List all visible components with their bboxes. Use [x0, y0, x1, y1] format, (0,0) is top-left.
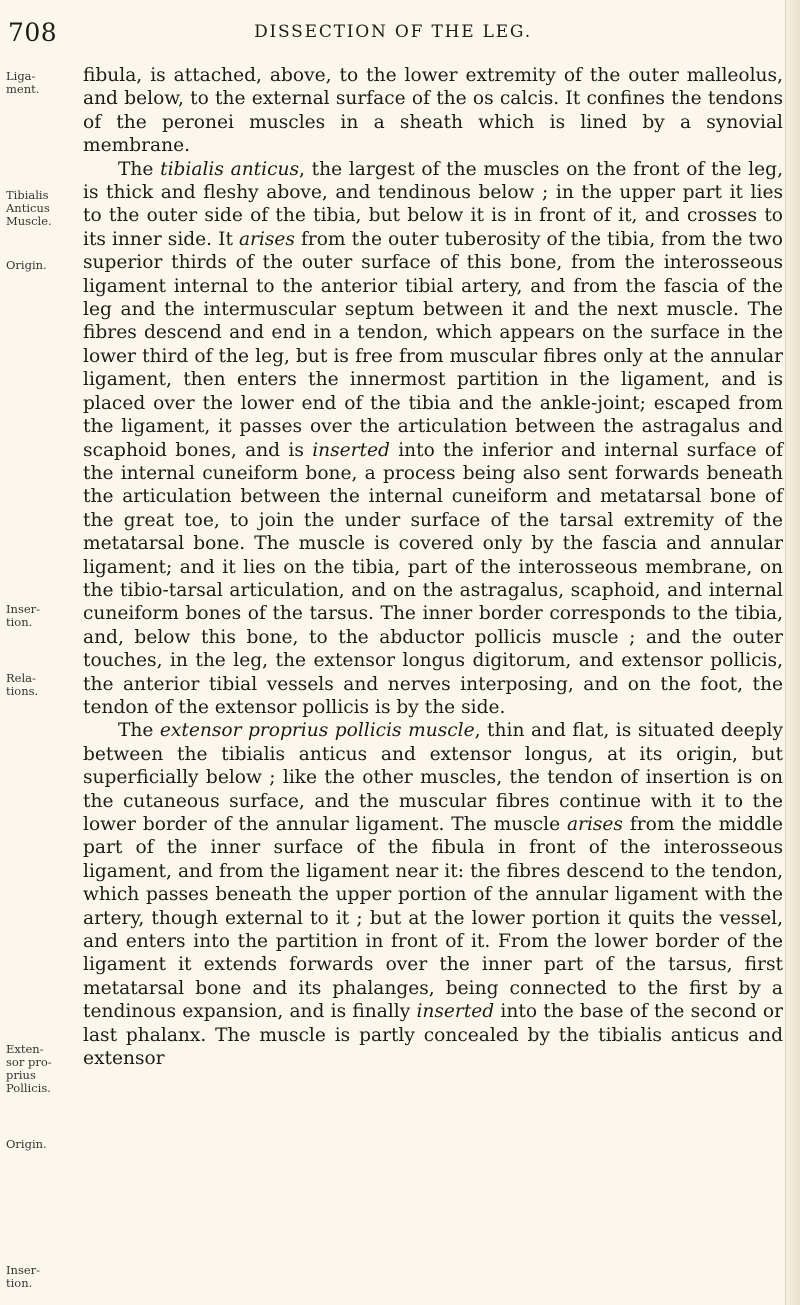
paragraph-extensor-proprius-pollicis: The extensor proprius pollicis muscle, thin and flat, is situated deeply between the tibialis anticus and extensor longus, at its origin, but superficially below ; like the other muscles, the tendon of insertion is on the cutaneous surface, and the muscular fibres continue with it to the lower border of the annular ligament. The muscle arises from the middle part of the inner surface of the fibula in front of the interosseous ligament, and from the ligament near it: the fibres descend to the tendon, which passes beneath the upper portion of the annular ligament with the artery, though external to it ; but at the lower portion it quits the vessel, and enters into the partition in front of it. From the lower border of the ligament it extends forwards over the inner part of the tarsus, first metatarsal bone and its phalanges, being connected to the first by a tendinous expansion, and is finally inserted into the base of the second or last phalanx. The muscle is partly concealed by the tibialis anticus and extensor — [83, 720, 784, 1070]
margin-note-origin: Origin. — [6, 258, 47, 272]
running-head: DISSECTION OF THE LEG. — [254, 22, 532, 42]
paragraph-tibialis-anticus: The tibialis anticus, the largest of the muscles on the front of the leg, is thick and fleshy above, and tendinous below ; in the upper part it lies to the outer side of the tibia, but below it is in front of it, and crosses to its inner side. It arises from the outer tuberosity of the tibia, from the two superior thirds of the outer surface of this bone, from the interosseous ligament internal to the anterior tibial artery, and from the fascia of the leg and the intermuscular septum between it and the next muscle. The fibres descend and end in a tendon, which appears on the surface in the lower third of the leg, but is free from muscular fibres only at the annular ligament, then enters the innermost partition in the ligament, and is placed over the lower end of the tibia and the ankle-joint; escaped from the ligament, it passes over the articulation between the astragalus and scaphoid bones, and is inserted into the inferior and internal surface of the internal cuneiform bone, a process being also sent forwards beneath the articulation between the internal cuneiform and metatarsal bone of the great toe, to join the under surface of the tarsal extremity of the metatarsal bone. The muscle is covered only by the fascia and annular ligament; and it lies on the tibia, part of the interosseous membrane, on the tibio-tarsal articulation, and on the astragalus, scaphoid, and internal cuneiform bones of the tarsus. The inner border corresponds to the tibia, and, below this bone, to the abductor pollicis muscle ; and the outer touches, in the leg, the extensor longus digitorum, and extensor pollicis, the anterior tibial vessels and nerves interposing, and on the foot, the tendon of the extensor pollicis is by the side. — [83, 158, 783, 718]
page-header — [8, 18, 778, 52]
margin-note-insertion: Inser- tion. — [6, 602, 41, 629]
margin-note-insertion-2: Inser- tion. — [6, 1263, 41, 1290]
term-inserted: inserted — [312, 439, 390, 461]
term-arises-2: arises — [566, 814, 623, 835]
margin-note-tibialis-anticus: Tibialis Anticus Muscle. — [6, 188, 52, 228]
page-number: 708 — [8, 18, 58, 47]
term-extensor-proprius-pollicis: extensor proprius pollicis muscle — [159, 720, 475, 742]
page-edge — [785, 0, 800, 1305]
margin-note-ligament: Liga- ment. — [6, 69, 40, 96]
term-tibialis-anticus: tibialis anticus — [160, 158, 300, 180]
term-arises: arises — [238, 228, 295, 250]
paragraph-annular-ligament: fibula, is attached, above, to the lower extremity of the outer malleolus, and below, to the external surface of the os calcis. It confines the tendons of the peronei muscles in a sheath which is lined by a synovial membrane. — [83, 65, 783, 157]
margin-note-extensor-proprius: Exten- sor pro- prius Pollicis. — [6, 1042, 52, 1095]
body-text — [83, 64, 783, 1070]
term-inserted-2: inserted — [416, 1001, 495, 1023]
margin-note-relations: Rela- tions. — [6, 671, 39, 698]
margin-note-origin-2: Origin. — [6, 1137, 47, 1151]
